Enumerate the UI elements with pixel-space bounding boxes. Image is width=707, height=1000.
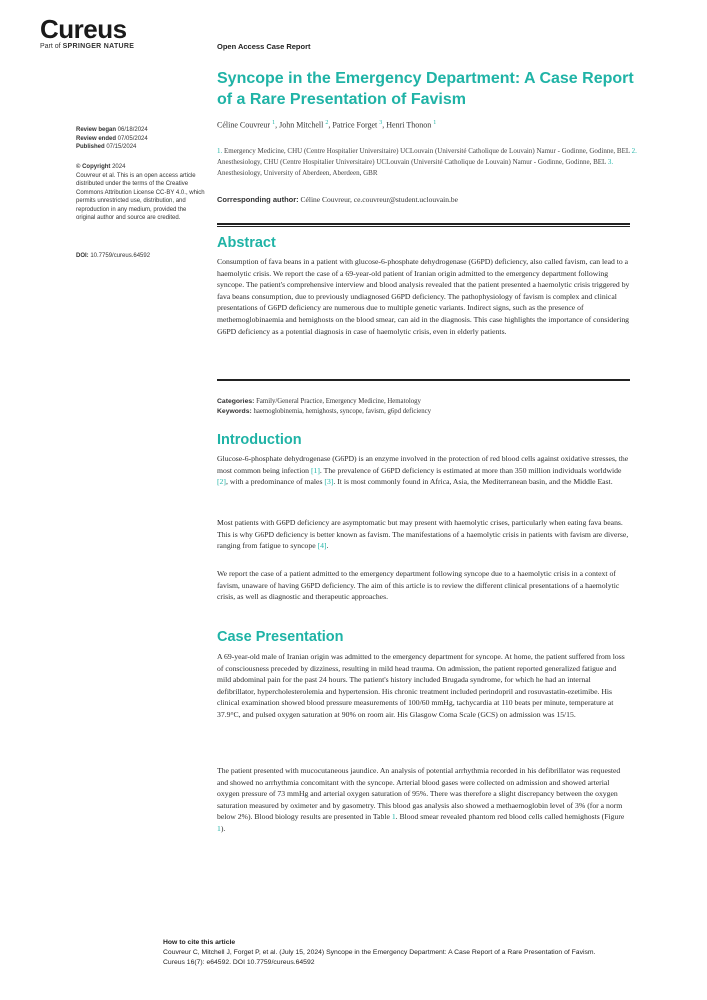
doi-label: DOI: bbox=[76, 253, 89, 259]
citation-link[interactable]: [2] bbox=[217, 477, 226, 487]
copyright-label: © Copyright bbox=[76, 164, 111, 170]
text-run: . Blood smear revealed phantom red blood cells called hemighosts (Figure bbox=[395, 812, 625, 822]
text-run: . bbox=[326, 541, 329, 551]
keywords-value: haemoglobinemia, hemighosts, syncope, favism, g6pd deficiency bbox=[251, 408, 432, 415]
review-began bbox=[76, 126, 206, 135]
license-text: Couvreur et al. This is an open access article distributed under the terms of the Creative Commons Attribution License CC-BY 4.0., which permits unrestricted use, distribution, and reproduction in any medium, provided the original author and source are credited. bbox=[76, 172, 205, 221]
citation-link[interactable]: [1] bbox=[310, 465, 320, 475]
case-paragraph: A 69-year-old male of Iranian origin was admitted to the emergency department for syncope. At home, the patient suffered from loss of consciousness preceded by dizziness, resulting in mild head trauma. On admission, the patient reported generalized fatigue and mild abdominal pain for the past 24 hours. The patient's history included Brugada syndrome, for which he had an internal defibrillator, hypercholesterolemia and hypertension. His chronic treatment included perindopril and rosuvastatin-ezetimibe. His clinical examination showed blood pressure measurements of 100/60 mmHg, tachycardia at 110 beats per minute, temperature at 37.9°C, and pulsed oxygen saturation at 90% on room air. His Glasgow Coma Scale (GCS) on admission was 15/15. bbox=[217, 652, 625, 719]
footer-line: Couvreur C, Mitchell J, Forget P, et al. (July 15, 2024) Syncope in the Emergency Department: A Case Report of a Rare Presentation of Favism. bbox=[163, 949, 596, 956]
review-began-label: Review began bbox=[76, 127, 117, 133]
affiliations bbox=[217, 146, 637, 179]
publisher-prefix: Part of bbox=[40, 43, 63, 50]
divider bbox=[217, 223, 630, 225]
published-label: Published bbox=[76, 144, 105, 150]
text-run: . It is most commonly found in Africa, Asia, the Mediterranean basin, and the Middle East. bbox=[333, 477, 613, 487]
author-name[interactable]: John Mitchell bbox=[279, 120, 324, 130]
text-run: Glucose-6-phosphate dehydrogenase (G6PD) is an enzyme involved in the protection of red blood cells against oxidative stresses, the most common being infection bbox=[217, 454, 629, 475]
introduction-paragraph: We report the case of a patient admitted to the emergency department following syncope due to a haemolytic crisis in a context of favism, unaware of having G6PD deficiency. The aim of this article is to review the different clinical presentations of a haemolytic crisis, as well as diagnostic and therapeutic approaches. bbox=[217, 569, 620, 602]
copyright bbox=[76, 163, 206, 172]
doi-block bbox=[76, 252, 206, 261]
keywords-label: Keywords: bbox=[217, 408, 252, 415]
cureus-logo[interactable]: Cureus bbox=[40, 14, 127, 44]
copyright-block bbox=[76, 163, 206, 223]
footer-heading: How to cite this article bbox=[163, 939, 236, 946]
affil-text: Anesthesiology, University of Aberdeen, Aberdeen, GBR bbox=[217, 169, 378, 177]
author-name[interactable]: Henri Thonon bbox=[386, 120, 432, 130]
published-value: 07/15/2024 bbox=[104, 144, 137, 150]
introduction-paragraph bbox=[217, 517, 630, 552]
review-ended bbox=[76, 135, 206, 144]
case-paragraph bbox=[217, 765, 630, 835]
publisher-name: SPRINGER NATURE bbox=[62, 43, 135, 50]
affil-text: Emergency Medicine, CHU (Centre Hospitalier Universitaire) UCLouvain (Université Catholique de Louvain) Namur - Godinne, Godinne, BEL bbox=[222, 147, 632, 155]
abstract-heading: Abstract bbox=[217, 235, 276, 251]
review-ended-value: 07/05/2024 bbox=[116, 135, 148, 142]
keywords bbox=[217, 407, 630, 418]
report-type: Open Access Case Report bbox=[217, 42, 311, 51]
author-name[interactable]: Patrice Forget bbox=[332, 120, 378, 130]
divider bbox=[217, 226, 630, 227]
author-sup: 3 bbox=[379, 120, 383, 126]
case-presentation-heading: Case Presentation bbox=[217, 629, 344, 645]
affil-text: Anesthesiology, CHU (Centre Hospitalier Universitaire) UCLouvain (Université Catholique de Louvain) Namur - Godinne, Godinne, BEL bbox=[217, 158, 608, 166]
article-title: Syncope in the Emergency Department: A Case Report of a Rare Presentation of Favism bbox=[217, 70, 634, 108]
introduction-heading: Introduction bbox=[217, 432, 302, 448]
text-run: Most patients with G6PD deficiency are asymptomatic but may present with haemolytic crises, particularly when eating fava beans. This is why G6PD deficiency is better known as favism. The manifestations of a haemolytic crisis in patients with favism are diverse, ranging from fatigue to syncope bbox=[217, 518, 629, 551]
affil-number: 2. bbox=[631, 147, 637, 155]
categories bbox=[217, 397, 630, 408]
author-sup: 1 bbox=[272, 120, 276, 126]
text-run: The patient presented with mucocutaneous jaundice. An analysis of potential arrhythmia recorded in his defibrillator was requested and showed no arrhythmia concomitant with the syncope. Arterial blood gases were collected on admission and showed arterial oxygen pressure of 73 mmHg and arterial oxygen saturation of 95%. There was therefore a slight discrepancy between the oxygen saturation measured by oximeter and by gasometry. This blood gas analysis also showed a methaemoglobin level of 3% (for a norm below 2%). Blood biology results are presented in Table bbox=[217, 766, 623, 822]
affil-number: 1. bbox=[217, 147, 223, 155]
categories-value: Family/General Practice, Emergency Medicine, Hematology bbox=[254, 398, 421, 405]
abstract-text: Consumption of fava beans in a patient with glucose-6-phosphate dehydrogenase (G6PD) deficiency, also called favism, can lead to a haemolytic crisis. We report the case of a 69-year-old patient of Iranian origin admitted to the emergency department following syncope. The patient's comprehensive interview and blood analysis revealed that the patient presented a haemolytic crisis triggered by fava beans consumption, due to previously undiagnosed G6PD deficiency. The pathophysiology of favism is complex and clinical presentations of G6PD deficiency are numerous due to multiple genetic variants. Indirect signs, such as the presence of methemoglobinaemia and hemighosts on the blood smear, can aid in the diagnosis. This case highlights the importance of considering G6PD deficiency as a potential diagnosis in case of haemolytic crisis, even in elderly patients. bbox=[217, 257, 630, 336]
text-run: , with a predominance of males bbox=[225, 477, 325, 487]
categories-label: Categories: bbox=[217, 398, 255, 405]
text-run: ). bbox=[220, 823, 226, 833]
divider bbox=[217, 379, 630, 381]
figure-link[interactable]: 1 bbox=[217, 823, 221, 833]
author-list: Céline Couvreur $^1$, John Mitchell $^2$, Patrice Forget $^3$, Henri Thonon $^1$ bbox=[217, 120, 437, 130]
footer-line: Cureus 16(7): e64592. DOI 10.7759/cureus.64592 bbox=[163, 959, 315, 966]
corr-value[interactable]: Céline Couvreur, ce.couvreur@student.uclouvain.be bbox=[298, 195, 458, 204]
text-run: . The prevalence of G6PD deficiency is estimated at more than 350 million individuals worldwide bbox=[319, 465, 622, 475]
doi-value[interactable]: 10.7759/cureus.64592 bbox=[88, 253, 151, 259]
published bbox=[76, 143, 206, 152]
author-name[interactable]: Céline Couvreur bbox=[217, 120, 271, 130]
corresponding-author bbox=[217, 195, 458, 204]
publisher-line bbox=[40, 43, 134, 50]
review-began-value: 06/18/2024 bbox=[116, 127, 148, 133]
citation-link[interactable]: [3] bbox=[324, 477, 334, 487]
table-link[interactable]: 1 bbox=[391, 812, 396, 822]
author-sup: 2 bbox=[325, 120, 329, 126]
citation-footer bbox=[163, 938, 683, 968]
introduction-paragraph bbox=[217, 453, 630, 488]
citation-link[interactable]: [4] bbox=[317, 541, 327, 551]
corr-label: Corresponding author: bbox=[217, 195, 299, 204]
review-dates bbox=[76, 126, 206, 152]
review-ended-label: Review ended bbox=[76, 135, 117, 142]
affil-number: 3. bbox=[607, 158, 614, 166]
author-sup: 1 bbox=[433, 120, 437, 126]
copyright-year: 2024 bbox=[110, 164, 126, 170]
